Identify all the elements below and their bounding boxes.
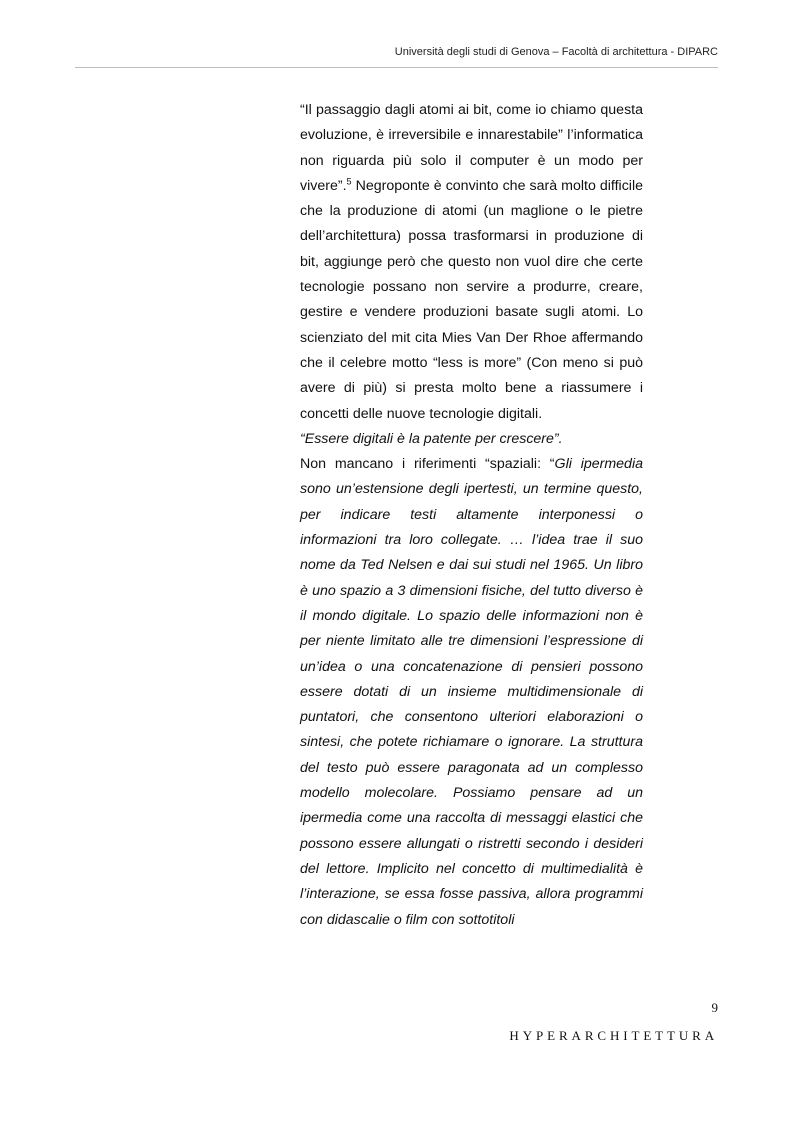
footer-title: HYPERARCHITETTURA (509, 1028, 718, 1043)
header-divider (75, 67, 718, 68)
paragraph-2 (300, 452, 643, 933)
paragraph-1-lead: “Il passaggio dagli atomi ai bit, come io chiamo questa evoluzione, è irreversibile e innarestabile” l’informatica non riguarda più solo il computer è un modo per vivere”. (300, 102, 643, 194)
paragraph-2-quoted-text: Gli ipermedia sono un’estensione degli ipertesti, un termine questo, per indicare testi altamente interponessi o informazioni tra loro collegate. … l’idea trae il suo nome da Ted Nelsen e dai sui studi nel 1965. Un libro è uno spazio a 3 dimensioni fisiche, del tutto diverso è il mondo digitale. Lo spazio delle informazioni non è per niente limitato alle tre dimensioni l’espressione di un’idea o una concatenazione di pensieri possono essere dotati di un insieme multidimensionale di puntatori, che consentono ulteriori elaborazioni o sintesi, che potete richiamare o ignorare. La struttura del testo può essere paragonata ad un complesso modello molecolare. Possiamo pensare ad un ipermedia come una raccolta di messaggi elastici che possono essere allungati o ristretti secondo i desideri del lettore. Implicito nel concetto di multimedialità è l’interazione, se essa fosse passiva, allora programmi con didascalie o film con sottotitoli (300, 456, 643, 928)
main-text (300, 98, 643, 933)
running-header: Università degli studi di Genova – Facoltà di architettura - DIPARC (394, 46, 718, 58)
paragraph-1-rest: Negroponte è convinto che sarà molto difficile che la produzione di atomi (un maglione o le pietre dell’architettura) possa trasformarsi in produzione di bit, aggiunge però che questo non vuol dire che certe tecnologie possano non servire a produrre, creare, gestire e vendere produzioni basate sugli atomi. Lo scienziato del mit cita Mies Van Der Rhoe affermando che il celebre motto “less is more” (Con meno si può avere di più) si presta molto bene a riassumere i concetti delle nuove tecnologie digitali. (300, 177, 643, 422)
paragraph-1 (300, 98, 643, 427)
quote-line: “Essere digitali è la patente per crescere”. (300, 430, 563, 447)
paragraph-2-intro: Non mancano i riferimenti “spaziali: “ (300, 456, 555, 473)
page-number: 9 (711, 1000, 718, 1015)
footnote-reference: 5 (346, 176, 352, 187)
